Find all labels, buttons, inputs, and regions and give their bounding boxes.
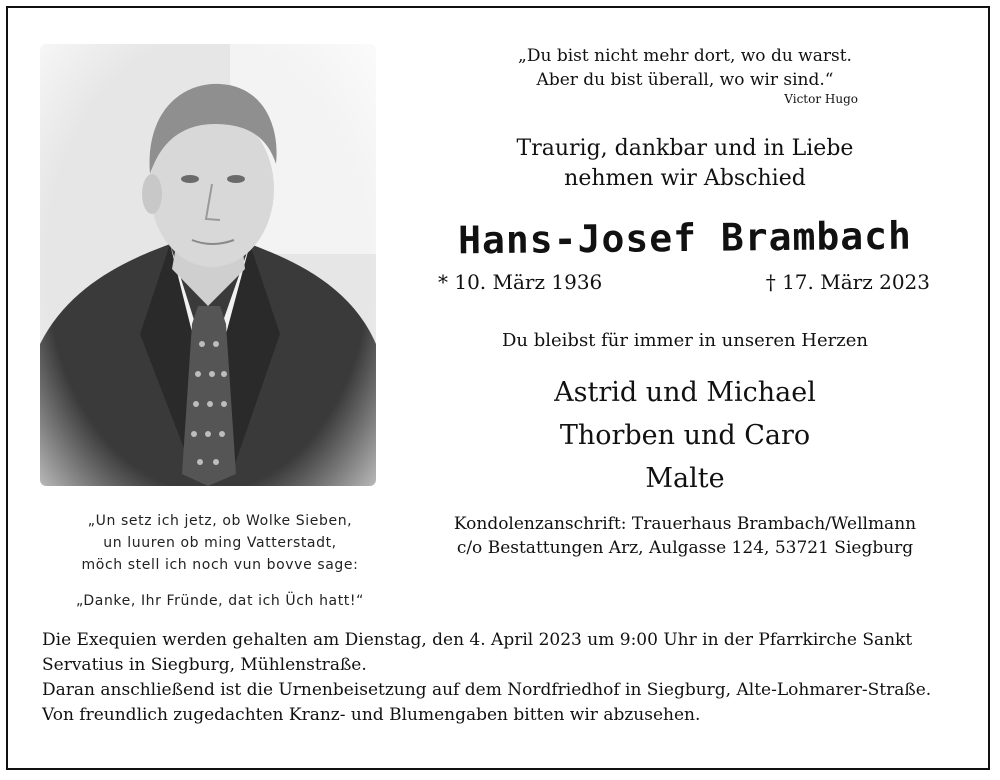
birth-date: * 10. März 1936	[438, 270, 603, 294]
poem-line-3: möch stell ich noch vun bovve sage:	[81, 557, 359, 573]
quote-line-2: Aber du bist überall, wo wir sind.“	[536, 70, 834, 90]
dialect-poem	[40, 510, 400, 612]
notice-burial: Daran anschließend ist die Urnenbeisetzung auf dem Nordfriedhof in Siegburg, Alte-Lohmarer-Straße.	[42, 680, 932, 700]
forever-text: Du bleibst für immer in unseren Herzen	[501, 330, 868, 351]
quote-author: Victor Hugo	[784, 92, 858, 106]
condolence-address	[410, 512, 960, 560]
deceased-name: Hans-Josef Brambach	[457, 213, 913, 263]
portrait-photo	[40, 44, 376, 486]
intro-line-1: Traurig, dankbar und in Liebe	[516, 136, 854, 161]
address-line-1: Kondolenzanschrift: Trauerhaus Brambach/Wellmann	[453, 514, 917, 534]
notice-exequien: Die Exequien werden gehalten am Dienstag, den 4. April 2023 um 9:00 Uhr in der Pfarrkirche Sankt Servatius in Siegburg, Mühlenstraße.	[42, 630, 913, 675]
mourner-1: Astrid und Michael	[554, 377, 816, 408]
notice-flowers: Von freundlich zugedachten Kranz- und Blumengaben bitten wir abzusehen.	[42, 705, 701, 725]
obituary-right-column	[410, 44, 960, 560]
intro-line-2: nehmen wir Abschied	[564, 166, 806, 191]
death-date: † 17. März 2023	[765, 270, 930, 294]
life-dates	[410, 270, 960, 300]
funeral-notices	[42, 628, 972, 728]
mourner-3: Malte	[645, 463, 725, 494]
mourner-2: Thorben und Caro	[559, 420, 811, 451]
poem-line-2: un luuren ob ming Vatterstadt,	[103, 535, 337, 551]
quote-line-1: „Du bist nicht mehr dort, wo du warst.	[518, 46, 852, 66]
address-line-2: c/o Bestattungen Arz, Aulgasse 124, 53721 Siegburg	[456, 538, 914, 558]
poem-line-1: „Un setz ich jetz, ob Wolke Sieben,	[87, 513, 353, 529]
mourners-list	[410, 371, 960, 500]
poem-line-4: „Danke, Ihr Fründe, dat ich Üch hatt!“	[76, 593, 364, 609]
intro-text	[410, 134, 960, 194]
quote	[410, 44, 960, 92]
